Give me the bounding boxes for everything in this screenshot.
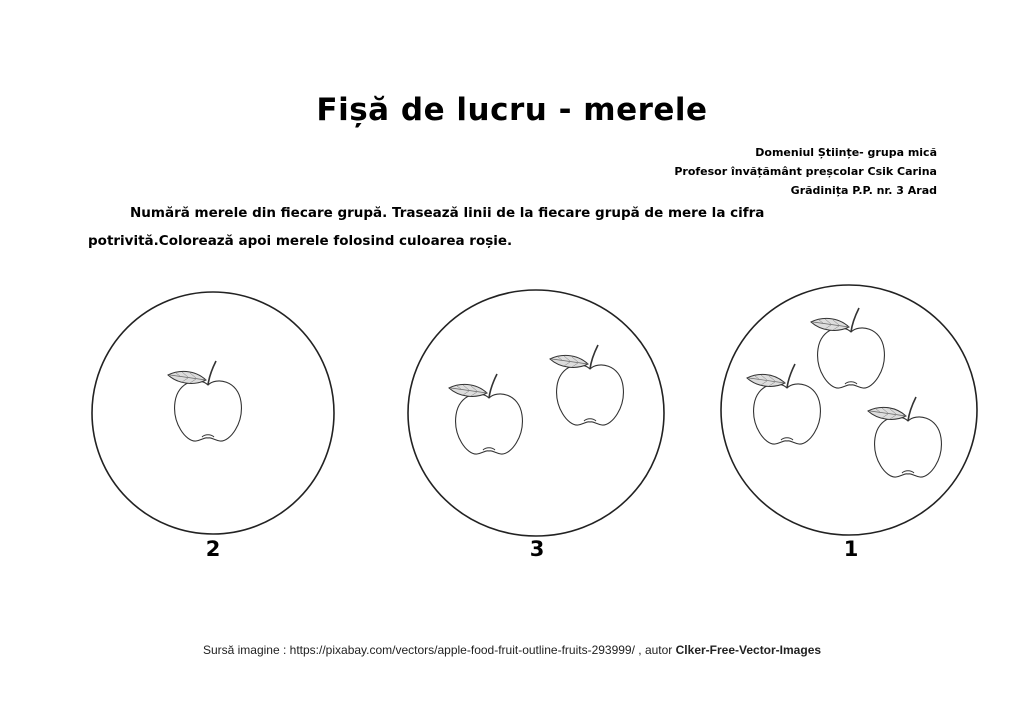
group-circle-2 [408,290,664,536]
domain-label: Domeniul Științe- grupa mică [755,146,937,159]
instruction-line-1: Numără merele din fiecare grupă. Trasează linii de la fiecare grupă de mere la cifra [130,205,765,221]
group-circle-1 [92,292,334,534]
apple-icon [449,374,522,454]
apple-icon [168,361,241,441]
apple-icon [747,364,820,444]
apple-icon [868,397,941,477]
apple-icon [550,345,623,425]
page-title: Fișă de lucru - merele [316,92,708,128]
group-circle-3 [721,285,977,535]
apple-icon [811,308,884,388]
number-option-2: 3 [529,537,545,561]
source-author: Clker-Free-Vector-Images [675,643,822,657]
number-option-3: 1 [843,537,859,561]
source-text: Sursă imagine : https://pixabay.com/vectors/apple-food-fruit-outline-fruits-293999/ , autor [202,643,676,657]
teacher-label: Profesor învățământ preșcolar Csik Carina [674,165,937,178]
instruction-line-2: potrivită.Colorează apoi merele folosind culoarea roșie. [88,233,513,249]
number-option-1: 2 [205,537,221,561]
image-source [0,643,1024,657]
school-label: Grădinița P.P. nr. 3 Arad [790,184,937,197]
